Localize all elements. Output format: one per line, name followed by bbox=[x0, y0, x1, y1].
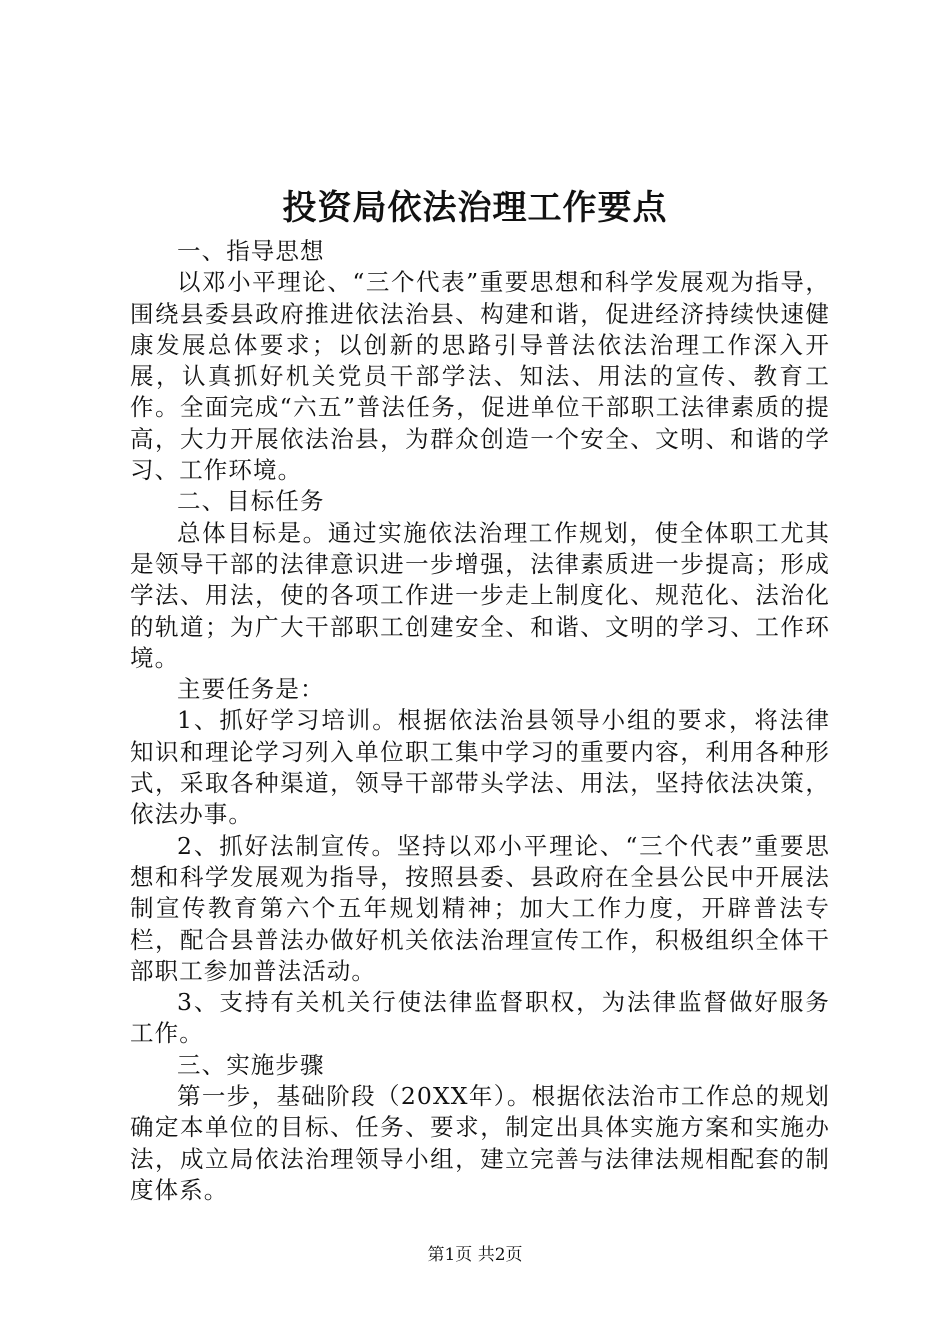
document-body bbox=[130, 236, 830, 1206]
paragraph-main-tasks-intro: 主要任务是： bbox=[177, 675, 325, 704]
paragraph-step-1: 第一步，基础阶段（20XX年）。根据依法治市工作总的规划确定本单位的目标、任务、要求，制定出具体实施方案和实施办法，成立局依法治理领导小组，建立完善与法律法规相配套的制度体系。 bbox=[130, 1082, 830, 1204]
paragraph-task-3: 3、支持有关机关行使法律监督职权，为法律监督做好服务工作。 bbox=[130, 988, 830, 1048]
heading-implementation-steps: 三、实施步骤 bbox=[177, 1050, 325, 1079]
paragraph-task-2: 2、抓好法制宣传。坚持以邓小平理论、“三个代表”重要思想和科学发展观为指导，按照县委、县政府在全县公民中开展法制宣传教育第六个五年规划精神；加大工作力度，开辟普法专栏，配合县普法办做好机关依法治理宣传工作，积极组织全体干部职工参加普法活动。 bbox=[130, 831, 830, 985]
paragraph-overall-goal: 总体目标是。通过实施依法治理工作规划，使全体职工尤其是领导干部的法律意识进一步增强，法律素质进一步提高；形成学法、用法，使的各项工作进一步走上制度化、规范化、法治化的轨道；为广大干部职工创建安全、和谐、文明的学习、工作环境。 bbox=[130, 518, 830, 672]
page-number-footer: 第1页 共2页 bbox=[427, 1245, 523, 1265]
heading-guiding-ideology: 一、指导思想 bbox=[177, 237, 325, 265]
document-title: 投资局依法治理工作要点 bbox=[282, 188, 668, 228]
paragraph-guiding-ideology: 以邓小平理论、“三个代表”重要思想和科学发展观为指导，围绕县委县政府推进依法治县、构建和谐，促进经济持续快速健康发展总体要求；以创新的思路引导普法依法治理工作深入开展，认真抓好机关党员干部学法、知法、用法的宣传、教育工作。全面完成“六五”普法任务，促进单位干部职工法律素质的提高，大力开展依法治县，为群众创造一个安全、文明、和谐的学习、工作环境。 bbox=[130, 268, 830, 485]
heading-goals-tasks: 二、目标任务 bbox=[177, 487, 325, 516]
paragraph-task-1: 1、抓好学习培训。根据依法治县领导小组的要求，将法律知识和理论学习列入单位职工集中学习的重要内容，利用各种形式，采取各种渠道，领导干部带头学法、用法，坚持依法决策，依法办事。 bbox=[130, 706, 830, 829]
